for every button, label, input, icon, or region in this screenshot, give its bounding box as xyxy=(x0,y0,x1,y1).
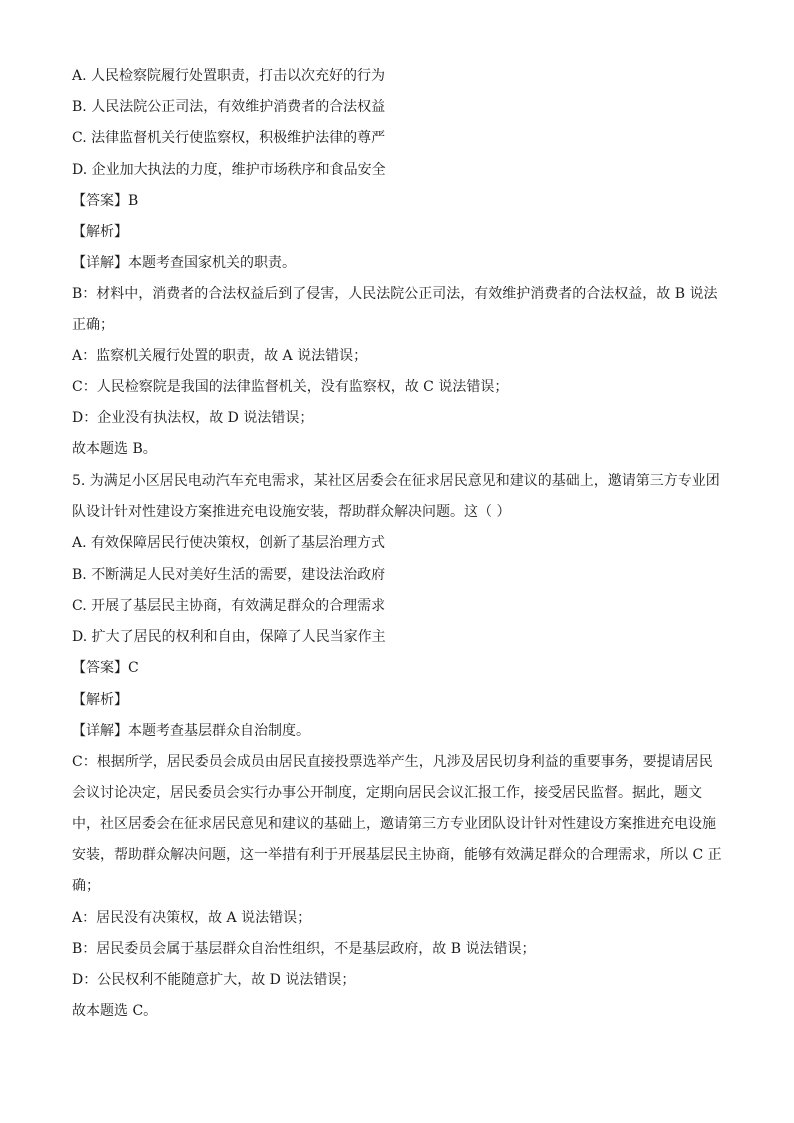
q4-detail: 【详解】本题考查国家机关的职责。 xyxy=(72,255,296,271)
q5-explanation-line: 会议讨论决定，居民委员会实行办事公开制度，定期向居民会议汇报工作，接受居民监督。据此，题文 xyxy=(72,785,702,801)
q4-explanation-line: A：监察机关履行处置的职责，故 A 说法错误； xyxy=(72,348,368,364)
q5-stem-line: 5. 为满足小区居民电动汽车充电需求，某社区居委会在征求居民意见和建议的基础上，邀请第三方专业团 xyxy=(72,473,720,489)
q5-answer: 【答案】C xyxy=(72,660,139,676)
q5-conclusion: 故本题选 C。 xyxy=(72,1003,158,1019)
q4-analysis-heading: 【解析】 xyxy=(72,224,128,240)
q4-explanation-line: B：材料中，消费者的合法权益后到了侵害，人民法院公正司法，有效维护消费者的合法权益，故 B 说法 xyxy=(72,286,718,302)
q5-explanation-line: D：公民权利不能随意扩大，故 D 说法错误； xyxy=(72,972,356,988)
q4-option-b: B. 人民法院公正司法，有效维护消费者的合法权益 xyxy=(72,99,386,115)
q4-option-c: C. 法律监督机关行使监察权，积极维护法律的尊严 xyxy=(72,130,386,146)
q5-stem-line: 队设计针对性建设方案推进充电设施安装，帮助群众解决问题。这（ ） xyxy=(72,504,511,520)
q5-explanation-line: C：根据所学，居民委员会成员由居民直接投票选举产生，凡涉及居民切身利益的重要事务，要提请居民 xyxy=(72,754,713,770)
q4-option-d: D. 企业加大执法的力度，维护市场秩序和食品安全 xyxy=(72,162,386,178)
q4-conclusion: 故本题选 B。 xyxy=(72,441,157,457)
q5-explanation-line: 安装，帮助群众解决问题，这一举措有利于开展基层民主协商，能够有效满足群众的合理需求，所以 C 正 xyxy=(72,847,722,863)
q5-option-a: A. 有效保障居民行使决策权，创新了基层治理方式 xyxy=(72,535,386,551)
q5-explanation-line: B：居民委员会属于基层群众自治性组织，不是基层政府，故 B 说法错误； xyxy=(72,941,536,957)
q5-explanation-line: 中，社区居委会在征求居民意见和建议的基础上，邀请第三方专业团队设计针对性建设方案推进充电设施 xyxy=(72,816,716,832)
q4-answer: 【答案】B xyxy=(72,193,139,209)
q4-explanation-line: D：企业没有执法权，故 D 说法错误； xyxy=(72,410,314,426)
q5-explanation-line: 确； xyxy=(72,878,100,894)
q5-option-c: C. 开展了基层民主协商，有效满足群众的合理需求 xyxy=(72,598,386,614)
q4-explanation-line: 正确； xyxy=(72,317,114,333)
q4-option-a: A. 人民检察院履行处置职责，打击以次充好的行为 xyxy=(72,68,386,84)
q4-explanation-line: C：人民检察院是我国的法律监督机关，没有监察权，故 C 说法错误； xyxy=(72,379,509,395)
q5-option-b: B. 不断满足人民对美好生活的需要，建设法治政府 xyxy=(72,567,386,583)
q5-explanation-line: A：居民没有决策权，故 A 说法错误； xyxy=(72,910,312,926)
q5-analysis-heading: 【解析】 xyxy=(72,692,128,708)
q5-option-d: D. 扩大了居民的权利和自由，保障了人民当家作主 xyxy=(72,629,386,645)
q5-detail: 【详解】本题考查基层群众自治制度。 xyxy=(72,723,310,739)
